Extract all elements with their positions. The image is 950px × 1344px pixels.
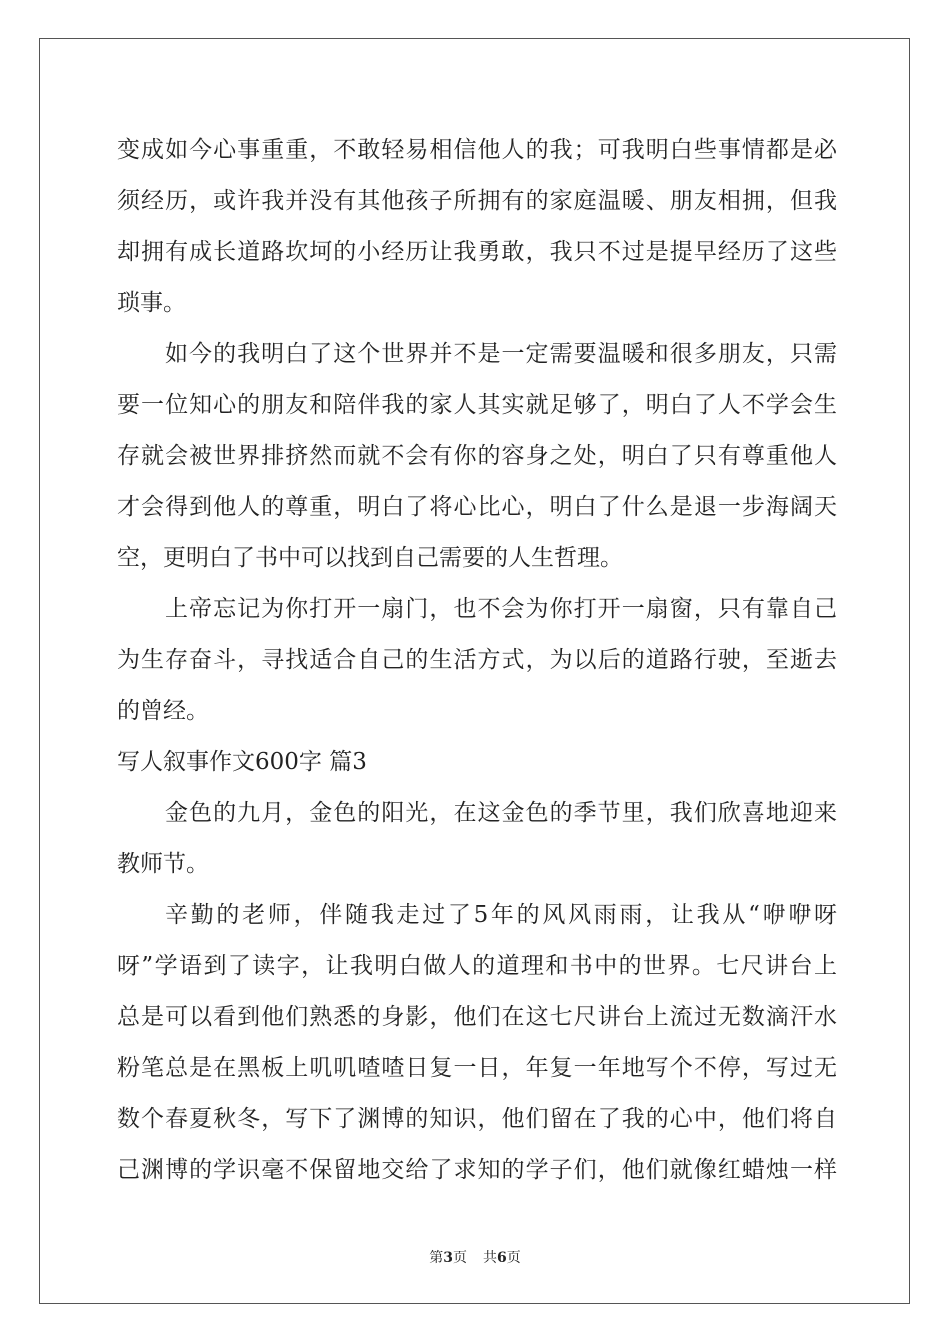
text-line: 粉笔总是在黑板上叽叽喳喳日复一日，年复一年地写个不停，写过无: [117, 1055, 837, 1081]
text-line: 数个春夏秋冬，写下了渊博的知识，他们留在了我的心中，他们将自: [117, 1106, 837, 1132]
paragraph: [117, 125, 837, 329]
paragraph: [117, 788, 837, 890]
page-current: 3: [443, 1250, 453, 1266]
section-heading: 写人叙事作文600字 篇3: [117, 749, 367, 775]
text-line: 须经历，或许我并没有其他孩子所拥有的家庭温暖、朋友相拥，但我: [117, 188, 837, 214]
text-line: 的曾经。: [117, 698, 209, 724]
text-line: 金色的九月，金色的阳光，在这金色的季节里，我们欣喜地迎来: [165, 800, 837, 826]
text-line: 教师节。: [117, 851, 209, 877]
text-line: 上帝忘记为你打开一扇门，也不会为你打开一扇窗，只有靠自己: [165, 596, 837, 622]
text-line: 呀”学语到了读字，让我明白做人的道理和书中的世界。七尺讲台上: [117, 953, 837, 979]
text-line: 却拥有成长道路坎坷的小经历让我勇敢，我只不过是提早经历了这些: [117, 239, 837, 265]
text-line: 总是可以看到他们熟悉的身影，他们在这七尺讲台上流过无数滴汗水: [117, 1004, 837, 1030]
paragraph: [117, 584, 837, 737]
text-line: 如今的我明白了这个世界并不是一定需要温暖和很多朋友，只需: [165, 341, 837, 367]
text-line: 存就会被世界排挤然而就不会有你的容身之处，明白了只有尊重他人: [117, 443, 837, 469]
total-prefix: 共: [483, 1250, 497, 1266]
text-line: 变成如今心事重重，不敢轻易相信他人的我；可我明白些事情都是必: [117, 137, 837, 163]
text-line: 空，更明白了书中可以找到自己需要的人生哲理。: [117, 545, 623, 571]
page-total: 6: [497, 1250, 507, 1266]
text-line: 要一位知心的朋友和陪伴我的家人其实就足够了，明白了人不学会生: [117, 392, 837, 418]
paragraph: [117, 890, 837, 1196]
paragraph: [117, 329, 837, 584]
total-suffix: 页: [506, 1250, 521, 1266]
text-line: 己渊博的学识毫不保留地交给了求知的学子们，他们就像红蜡烛一样: [117, 1157, 837, 1183]
text-line: 琐事。: [117, 290, 186, 316]
text-line: 辛勤的老师，伴随我走过了5年的风风雨雨，让我从“咿咿呀: [165, 902, 837, 928]
page-suffix: 页: [453, 1250, 467, 1266]
text-line: 为生存奋斗，寻找适合自己的生活方式，为以后的道路行驶，至逝去: [117, 647, 837, 673]
document-body: [117, 125, 837, 1196]
page-prefix: 第: [429, 1250, 444, 1266]
text-line: 才会得到他人的尊重，明白了将心比心，明白了什么是退一步海阔天: [117, 494, 837, 520]
page-number-footer: [0, 1247, 950, 1267]
